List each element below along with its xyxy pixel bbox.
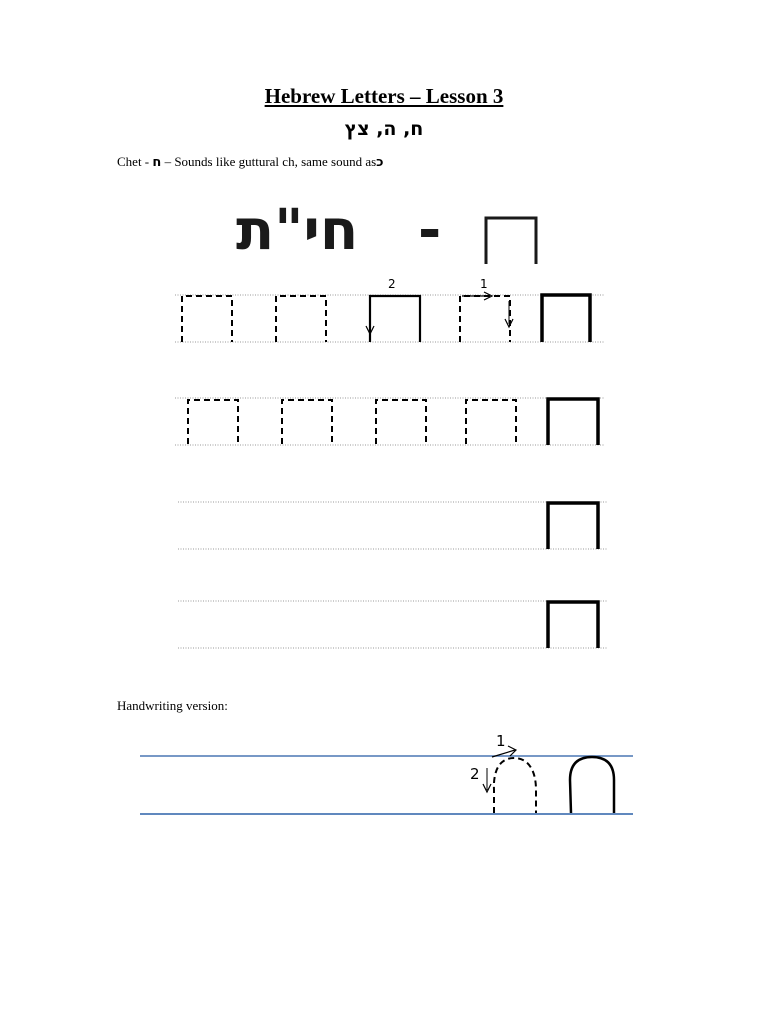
letter-name-display: חי"ת <box>236 198 359 263</box>
handwriting-row <box>140 732 633 814</box>
traced-cursive-chet <box>494 758 536 813</box>
traced-chet <box>460 296 510 342</box>
stroke-number-2: 2 <box>388 277 396 291</box>
model-chet <box>542 295 590 342</box>
traced-chet <box>376 400 426 444</box>
traced-chet <box>466 400 516 444</box>
lesson-letters: ח, ה, צץ <box>344 118 424 140</box>
model-cursive-chet <box>570 757 614 813</box>
traced-chet <box>188 400 238 444</box>
stroke-number-1: 1 <box>480 277 488 291</box>
intro-middle: – Sounds like guttural ch, same sound as <box>161 154 377 169</box>
handwriting-label: Handwriting version: <box>117 698 228 713</box>
model-chet <box>548 602 598 648</box>
practice-row-4 <box>178 601 608 648</box>
intro-sound-letter: כ <box>376 155 384 170</box>
practice-row-3 <box>178 502 608 549</box>
practice-row-1 <box>175 277 605 342</box>
cursive-stroke-number-1: 1 <box>496 732 506 750</box>
traced-chet <box>182 296 232 342</box>
traced-chet <box>282 400 332 444</box>
model-chet <box>548 399 598 445</box>
chet-large-glyph <box>486 218 536 264</box>
cursive-stroke-number-2: 2 <box>470 765 480 783</box>
model-chet <box>548 503 598 549</box>
practice-row-2 <box>175 398 605 445</box>
traced-chet <box>276 296 326 342</box>
intro-prefix: Chet - <box>117 154 153 169</box>
stroke-example-chet <box>370 296 420 342</box>
display-dash: - <box>418 198 442 263</box>
intro-letter: ח <box>152 155 162 170</box>
page-title: Hebrew Letters – Lesson 3 <box>264 84 504 108</box>
